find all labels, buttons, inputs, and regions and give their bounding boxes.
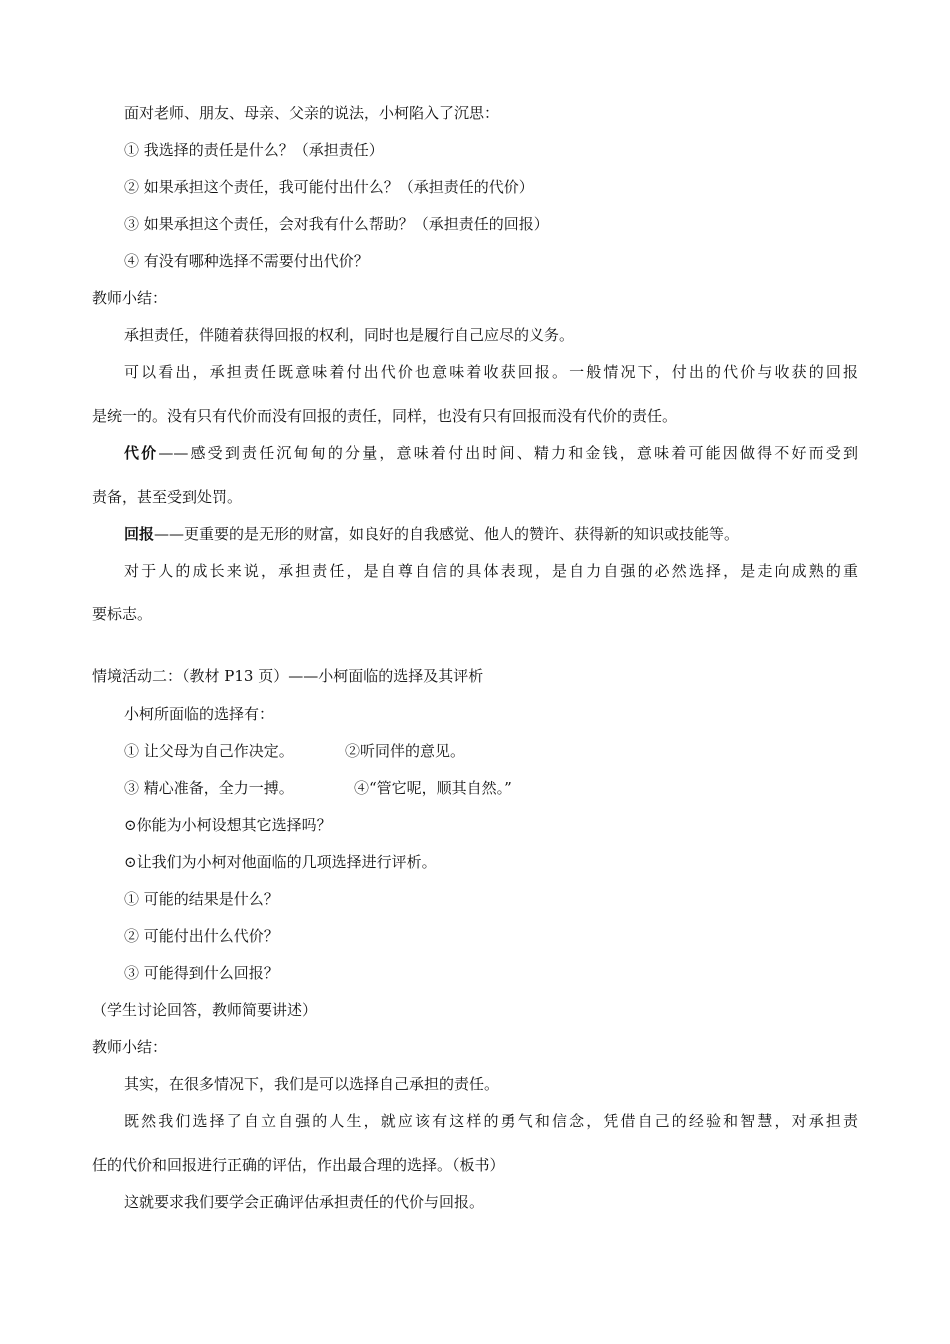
summary-2-sentence-1: 其实，在很多情况下，我们是可以选择自己承担的责任。 [124,1075,500,1093]
cost-text: ——感受到责任沉甸甸的分量，意味着付出时间、精力和金钱，意味着可能因做得不好而受到 [158,444,858,462]
cost-definition-line-1 [124,443,858,463]
summary-sentence-2-line-2: 是统一的。没有只有代价而没有回报的责任，同样，也没有只有回报而没有代价的责任。 [92,407,678,425]
summary-2-sentence-2-line-1: 既然我们选择了自立自强的人生，就应该有这样的勇气和信念，凭借自己的经验和智慧，对承担责 [124,1112,858,1130]
reward-text: ——更重要的是无形的财富，如良好的自我感觉、他人的赞许、获得新的知识或技能等。 [154,525,740,543]
bullet-2: ⊙让我们为小柯对他面临的几项选择进行评析。 [124,853,437,871]
activity-2-heading: 情境活动二：（教材 P13 页）——小柯面临的选择及其评析 [92,667,484,685]
question-4: ④ 有没有哪种选择不需要付出代价？ [124,252,369,270]
growth-line-2: 要标志。 [92,605,153,623]
reward-term: 回报 [124,525,155,543]
choice-4: ④“管它呢，顺其自然。” [354,779,512,797]
discussion-note: （学生讨论回答，教师简要讲述） [92,1001,318,1019]
eval-question-3: ③ 可能得到什么回报？ [124,964,279,982]
teacher-summary-label: 教师小结： [92,289,168,307]
summary-2-sentence-2-line-2: 任的代价和回报进行正确的评估，作出最合理的选择。（板书） [92,1156,505,1174]
teacher-summary-label-2: 教师小结： [92,1038,168,1056]
question-1: ① 我选择的责任是什么？（承担责任） [124,141,384,159]
question-2: ② 如果承担这个责任，我可能付出什么？（承担责任的代价） [124,178,534,196]
question-3: ③ 如果承担这个责任，会对我有什么帮助？（承担责任的回报） [124,215,549,233]
eval-question-2: ② 可能付出什么代价？ [124,927,279,945]
intro-paragraph: 面对老师、朋友、母亲、父亲的说法，小柯陷入了沉思： [124,104,500,122]
summary-sentence-2-line-1: 可以看出，承担责任既意味着付出代价也意味着收获回报。一般情况下，付出的代价与收获的回报 [124,363,858,381]
choice-3: ③ 精心准备，全力一搏。 [124,779,294,797]
bullet-1: ⊙你能为小柯设想其它选择吗？ [124,816,332,834]
summary-sentence-1: 承担责任，伴随着获得回报的权利，同时也是履行自己应尽的义务。 [124,326,575,344]
cost-term: 代价 [124,444,159,462]
choice-1: ① 让父母为自己作决定。 [124,742,294,760]
choices-label: 小柯所面临的选择有： [124,705,275,723]
eval-question-1: ① 可能的结果是什么？ [124,890,279,908]
growth-line-1: 对于人的成长来说，承担责任，是自尊自信的具体表现，是自力自强的必然选择，是走向成熟的重 [124,562,858,580]
choice-2: ②听同伴的意见。 [345,742,466,760]
summary-2-sentence-3: 这就要求我们要学会正确评估承担责任的代价与回报。 [124,1193,485,1211]
reward-definition [124,524,739,544]
cost-definition-line-2: 责备，甚至受到处罚。 [92,488,243,506]
